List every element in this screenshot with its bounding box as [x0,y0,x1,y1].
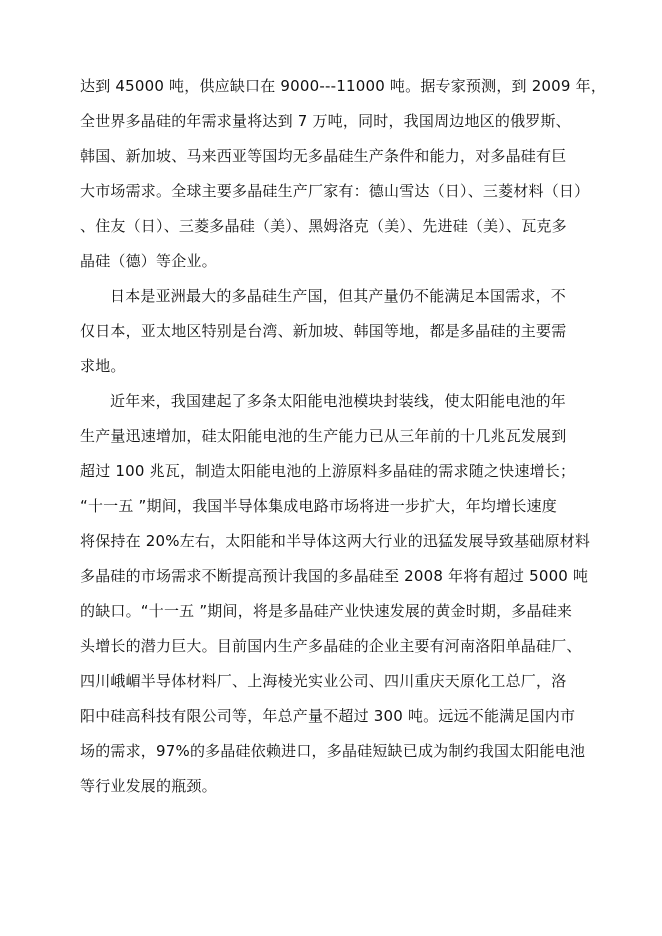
text-line: 晶硅（德）等企业。 [80,252,217,270]
text-line: “十一五 ”期间，我国半导体集成电路市场将进一步扩大，年均增长速度 [80,497,557,515]
text-line: 达到 45000 吨，供应缺口在 9000---11000 吨。据专家预测，到 2009 年， [80,77,607,95]
text-line: 求地。 [80,357,126,375]
text-line: 将保持在 20%左右，太阳能和半导体这两大行业的迅猛发展导致基础原材料 [80,532,591,550]
text-line: 韩国、新加坡、马来西亚等国均无多晶硅生产条件和能力，对多晶硅有巨 [80,147,567,165]
paragraph-first-line: 近年来，我国建起了多条太阳能电池模块封装线，使太阳能电池的年 [110,392,567,410]
text-line: 多晶硅的市场需求不断提高预计我国的多晶硅至 2008 年将有超过 5000 吨 [80,567,589,585]
text-line: 仅日本，亚太地区特别是台湾、新加坡、韩国等地，都是多晶硅的主要需 [80,322,567,340]
text-line: 等行业发展的瓶颈。 [80,777,217,795]
text-line: 超过 100 兆瓦，制造太阳能电池的上游原料多晶硅的需求随之快速增长； [80,462,576,480]
text-line: 大市场需求。全球主要多晶硅生产厂家有：德山雪达（日）、三菱材料（日） [80,182,590,200]
text-line: 生产量迅速增加，硅太阳能电池的生产能力已从三年前的十几兆瓦发展到 [80,427,567,445]
text-line: 阳中硅高科技有限公司等，年总产量不超过 300 吨。远远不能满足国内市 [80,707,576,725]
text-line: 、住友（日）、三菱多晶硅（美）、黑姆洛克（美）、先进硅（美）、瓦克多 [80,217,567,235]
text-line: 头增长的潜力巨大。目前国内生产多晶硅的企业主要有河南洛阳单晶硅厂、 [80,637,582,655]
text-line: 四川峨嵋半导体材料厂、上海棱光实业公司、四川重庆天原化工总厂，洛 [80,672,567,690]
paragraph-first-line: 日本是亚洲最大的多晶硅生产国，但其产量仍不能满足本国需求，不 [110,287,567,305]
text-line: 全世界多晶硅的年需求量将达到 7 万吨，同时，我国周边地区的俄罗斯、 [80,112,571,130]
text-line: 场的需求，97%的多晶硅依赖进口，多晶硅短缺已成为制约我国太阳能电池 [80,742,586,760]
text-line: 的缺口。“十一五 ”期间，将是多晶硅产业快速发展的黄金时期，多晶硅来 [80,602,573,620]
